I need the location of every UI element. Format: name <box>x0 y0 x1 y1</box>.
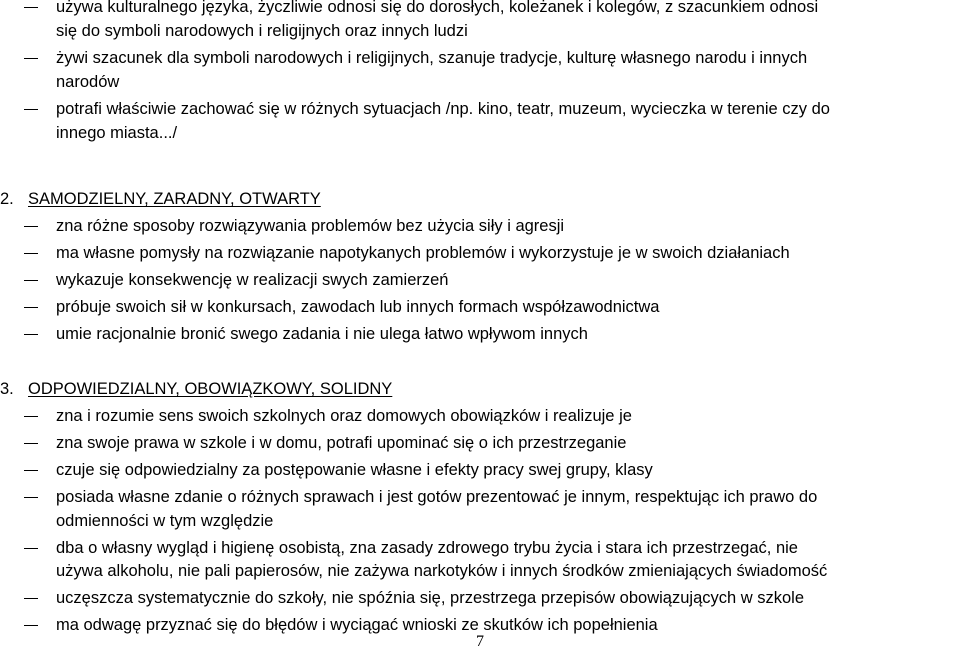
list-item-text: zna i rozumie sens swoich szkolnych oraz domowych obowiązków i realizuje je <box>56 407 632 425</box>
list-item-text: innego miasta.../ <box>56 123 178 142</box>
list-item-text: się do symboli narodowych i religijnych oraz innych ludzi <box>56 21 468 40</box>
list-item <box>0 459 960 483</box>
dash-bullet-icon <box>24 334 38 335</box>
list-item <box>0 242 960 266</box>
list-item <box>0 323 960 347</box>
list-item-text: używa kulturalnego języka, życzliwie odnosi się do dorosłych, koleżanek i kolegów, z szacunkiem odnosi <box>56 0 819 16</box>
list-item <box>0 215 960 239</box>
section-title: ODPOWIEDZIALNY, OBOWIĄZKOWY, SOLIDNY <box>28 380 393 398</box>
dash-bullet-icon <box>24 7 38 8</box>
list-item <box>0 296 960 320</box>
section-title: SAMODZIELNY, ZARADNY, OTWARTY <box>28 190 321 208</box>
intro-list <box>0 0 960 149</box>
dash-bullet-icon <box>24 548 38 549</box>
dash-bullet-icon <box>24 443 38 444</box>
list-item-text: uczęszcza systematycznie do szkoły, nie spóźnia się, przestrzega przepisów obowiązujących w szkole <box>56 589 805 607</box>
dash-bullet-icon <box>24 598 38 599</box>
section-heading <box>0 188 960 211</box>
dash-bullet-icon <box>24 497 38 498</box>
section-list <box>0 405 960 638</box>
list-item-text: potrafi właściwie zachować się w różnych sytuacjach /np. kino, teatr, muzeum, wycieczka w terenie czy do <box>56 100 830 118</box>
list-item-text: ma odwagę przyznać się do błędów i wyciągać wnioski ze skutków ich popełnienia <box>56 616 658 634</box>
dash-bullet-icon <box>24 109 38 110</box>
section-number: 2. <box>0 190 14 208</box>
list-item-text: odmienności w tym względzie <box>56 511 274 530</box>
dash-bullet-icon <box>24 307 38 308</box>
list-item-text: próbuje swoich sił w konkursach, zawodach lub innych formach współzawodnictwa <box>56 298 660 316</box>
dash-bullet-icon <box>24 280 38 281</box>
dash-bullet-icon <box>24 470 38 471</box>
dash-bullet-icon <box>24 253 38 254</box>
dash-bullet-icon <box>24 416 38 417</box>
list-item-text: umie racjonalnie bronić swego zadania i nie ulega łatwo wpływom innych <box>56 325 588 343</box>
section-heading <box>0 378 960 401</box>
list-item-text: czuje się odpowiedzialny za postępowanie własne i efekty pracy swej grupy, klasy <box>56 461 653 479</box>
list-item-text: narodów <box>56 72 120 91</box>
list-item <box>0 486 960 533</box>
list-item-text: zna różne sposoby rozwiązywania problemów bez użycia siły i agresji <box>56 217 565 235</box>
list-item <box>0 0 960 43</box>
dash-bullet-icon <box>24 226 38 227</box>
list-item <box>0 47 960 94</box>
list-item-text: wykazuje konsekwencję w realizacji swych zamierzeń <box>56 271 449 289</box>
list-item <box>0 587 960 611</box>
list-item <box>0 537 960 584</box>
dash-bullet-icon <box>24 58 38 59</box>
list-item-text: używa alkoholu, nie pali papierosów, nie zażywa narkotyków i innych środków zmieniających świadomość <box>56 562 828 580</box>
list-item-text: dba o własny wygląd i higienę osobistą, zna zasady zdrowego trybu życia i stara ich przestrzegać, nie <box>56 538 798 557</box>
list-item-text: ma własne pomysły na rozwiązanie napotykanych problemów i wykorzystuje je w swoich działaniach <box>56 244 790 262</box>
list-item <box>0 405 960 429</box>
list-item-text: żywi szacunek dla symboli narodowych i religijnych, szanuje tradycje, kulturę własnego narodu i innych <box>56 49 808 67</box>
section-samodzielny <box>0 168 960 350</box>
list-item-text: posiada własne zdanie o różnych sprawach i jest gotów prezentować je innym, respektując ich prawo do <box>56 488 818 506</box>
list-item <box>0 269 960 293</box>
page-number: 7 <box>476 633 484 650</box>
list-item-text: zna swoje prawa w szkole i w domu, potrafi upominać się o ich przestrzeganie <box>56 434 627 452</box>
dash-bullet-icon <box>24 625 38 626</box>
section-list <box>0 215 960 347</box>
section-number: 3. <box>0 380 14 398</box>
list-item <box>0 98 960 145</box>
list-item <box>0 432 960 456</box>
section-odpowiedzialny <box>0 358 960 641</box>
